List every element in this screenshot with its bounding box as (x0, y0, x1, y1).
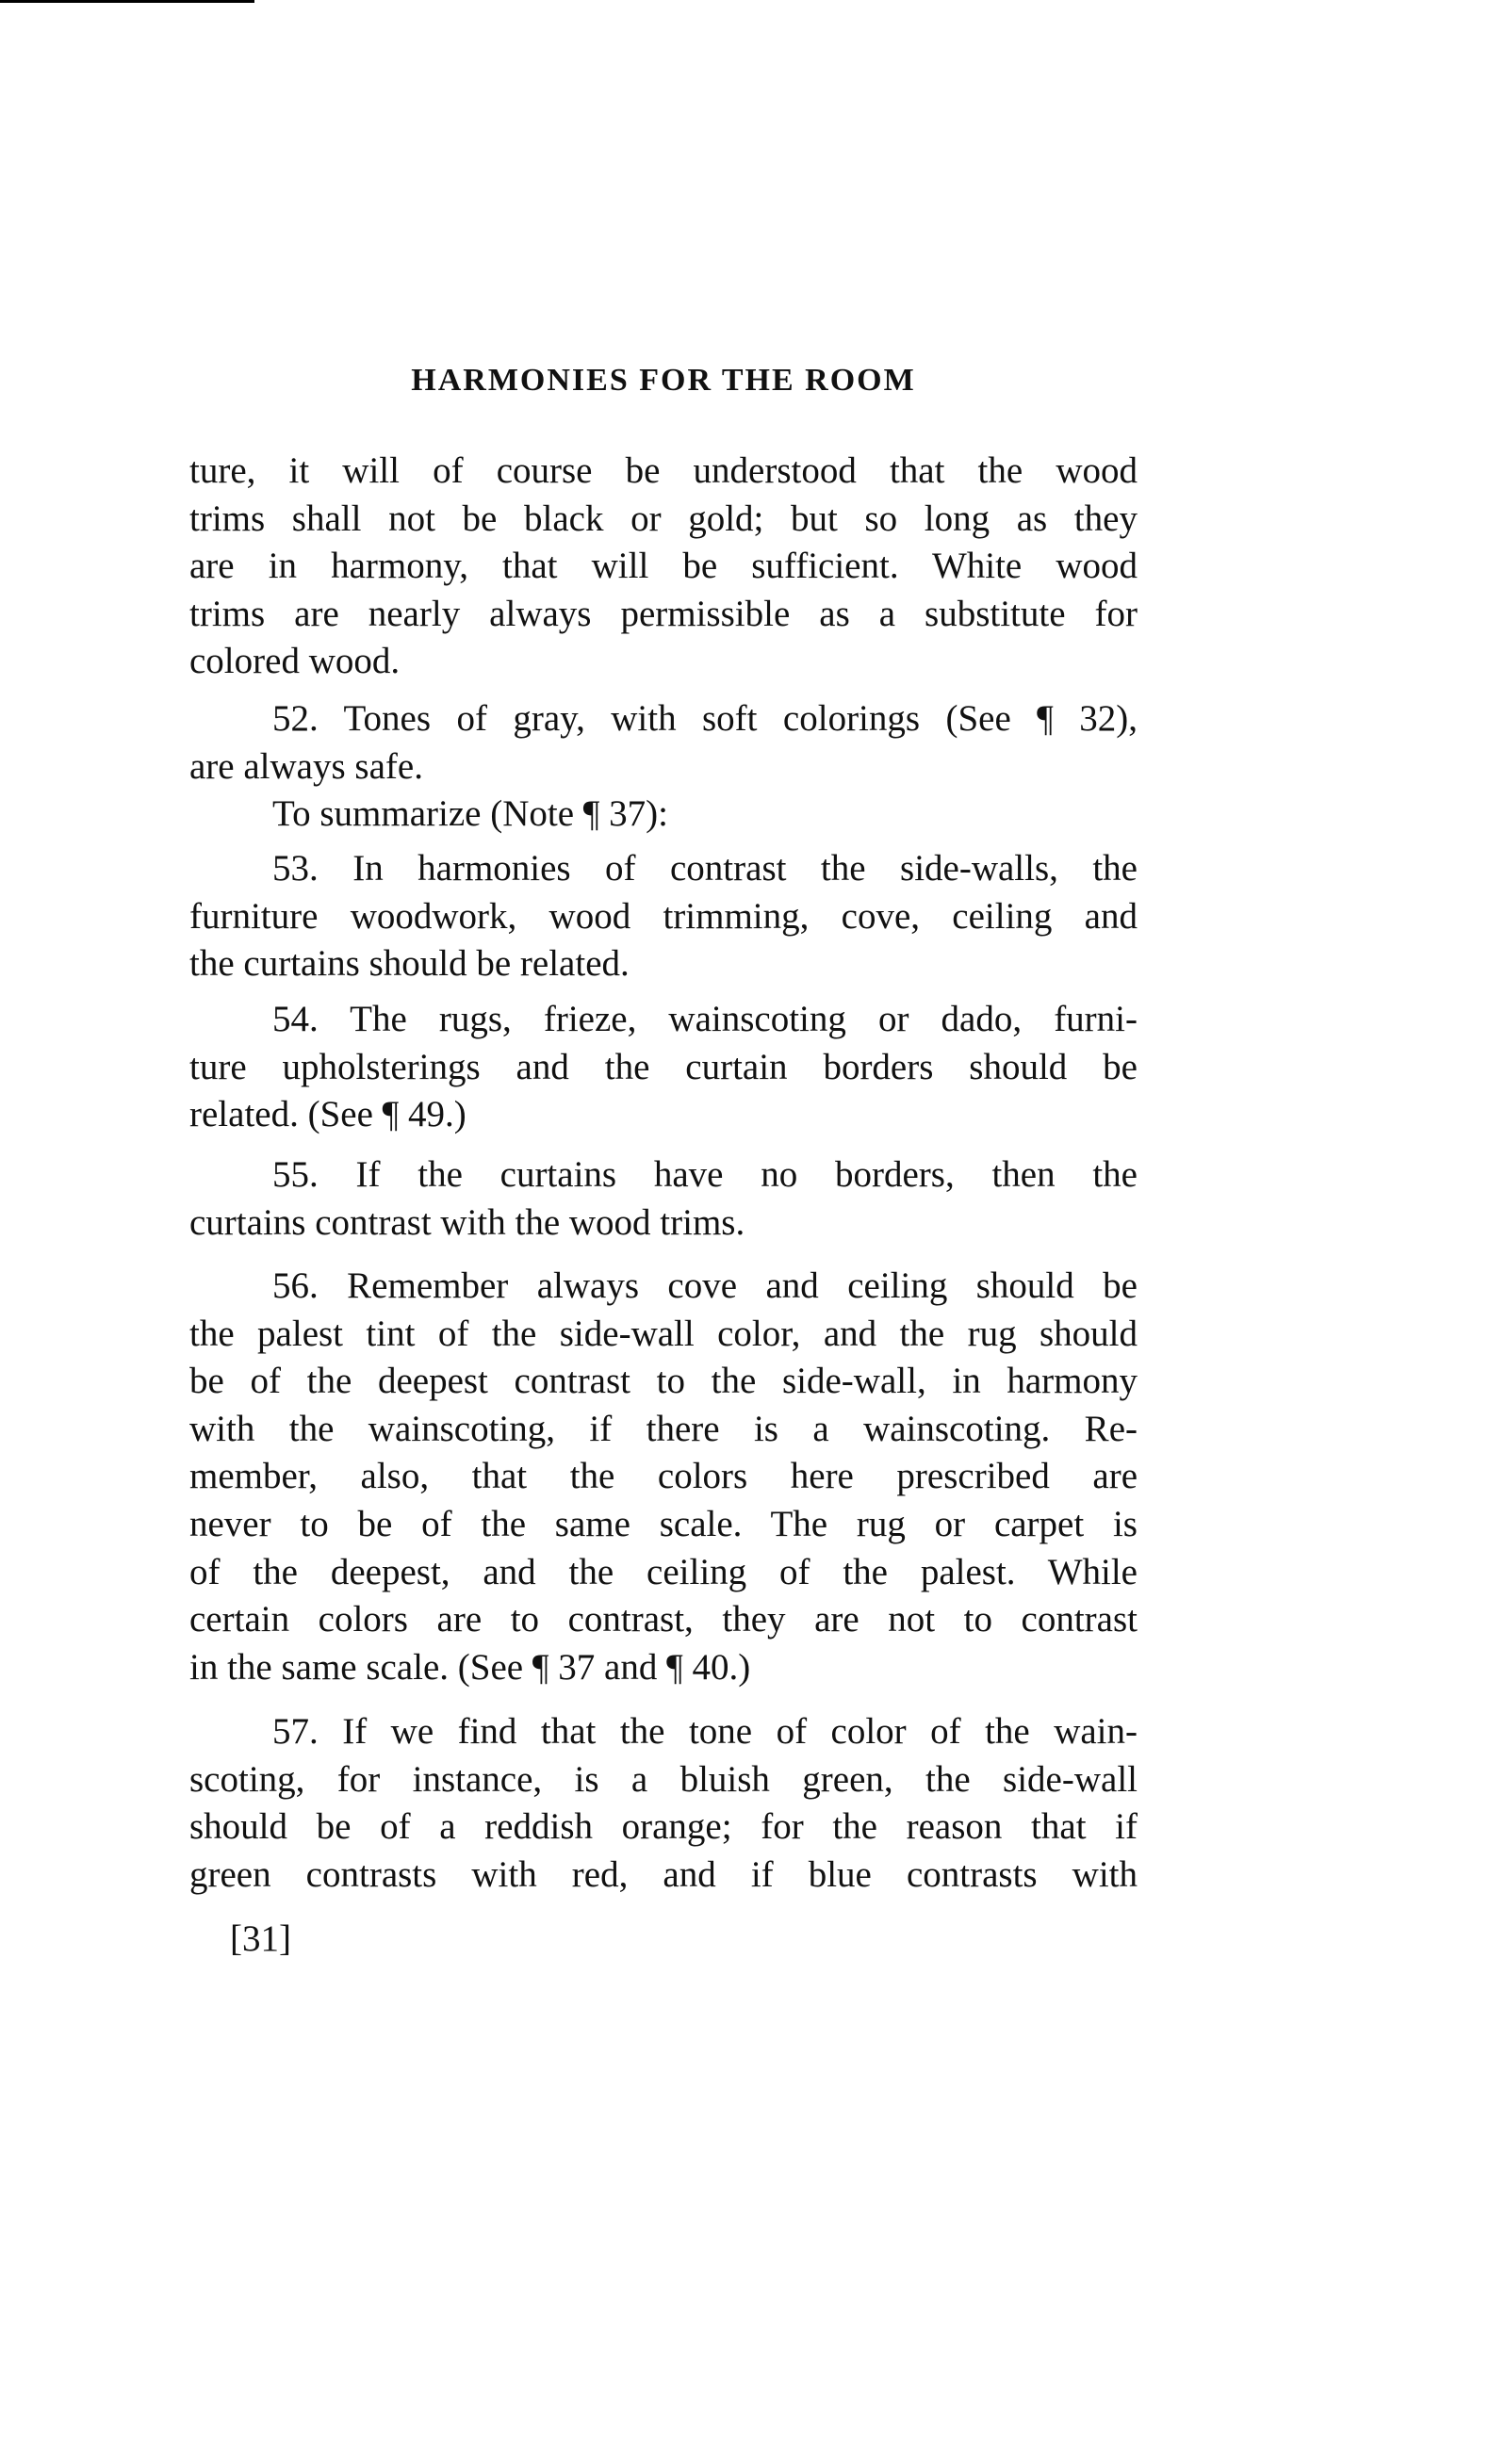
text-line: curtains contrast with the wood trims. (189, 1201, 745, 1243)
text-line: 55. If the curtains have no borders, then the (272, 1154, 1138, 1195)
text-line: never to be of the same scale. The rug or carpet is (189, 1503, 1138, 1544)
paragraph-p-summarize (189, 791, 1138, 839)
paragraph-p-continued (189, 448, 1138, 686)
text-line: To summarize (Note ¶ 37): (272, 793, 668, 834)
text-line: in the same scale. (See ¶ 37 and ¶ 40.) (189, 1646, 751, 1688)
text-line: should be of a reddish orange; for the reason that if (189, 1806, 1138, 1848)
text-line: ture upholsterings and the curtain borders should be (189, 1046, 1138, 1087)
paragraph-p53 (189, 845, 1138, 988)
text-line: with the wainscoting, if there is a wainscoting. Re- (189, 1408, 1138, 1449)
text-line: related. (See ¶ 49.) (189, 1094, 467, 1135)
text-line: green contrasts with red, and if blue contrasts with (189, 1853, 1138, 1895)
text-line: ture, it will of course be understood that the wood (189, 450, 1138, 491)
text-line: certain colors are to contrast, they are not to contrast (189, 1599, 1138, 1640)
running-head: HARMONIES FOR THE ROOM (411, 363, 916, 398)
text-line: 54. The rugs, frieze, wainscoting or dado, furni- (272, 999, 1138, 1039)
paragraph-p55 (189, 1151, 1138, 1247)
text-line: the curtains should be related. (189, 943, 630, 985)
paragraph-p57 (189, 1708, 1138, 1899)
scan-edge-rule (0, 0, 254, 3)
text-line: 53. In harmonies of contrast the side-walls, the (272, 848, 1138, 889)
paragraph-p54 (189, 996, 1138, 1139)
text-line: of the deepest, and the ceiling of the palest. While (189, 1551, 1138, 1592)
paragraph-p52 (189, 695, 1138, 791)
page-number: [31] (230, 1918, 291, 1959)
text-line: 52. Tones of gray, with soft colorings (See ¶ 32), (272, 698, 1138, 739)
text-line: be of the deepest contrast to the side-wall, in harmony (189, 1361, 1138, 1402)
text-line: are in harmony, that will be sufficient. White wood (189, 546, 1138, 587)
text-line: colored wood. (189, 641, 401, 682)
paragraph-p56 (189, 1263, 1138, 1691)
text-line: furniture woodwork, wood trimming, cove, ceiling and (189, 895, 1138, 937)
text-line: are always safe. (189, 745, 423, 787)
text-line: 57. If we find that the tone of color of the wain- (272, 1711, 1138, 1752)
text-line: scoting, for instance, is a bluish green, the side-wall (189, 1758, 1138, 1800)
text-line: 56. Remember always cove and ceiling should be (272, 1265, 1138, 1306)
text-line: trims are nearly always permissible as a substitute for (189, 593, 1138, 634)
text-line: trims shall not be black or gold; but so long as they (189, 498, 1138, 539)
text-line: member, also, that the colors here prescribed are (189, 1456, 1138, 1497)
text-line: the palest tint of the side-wall color, and the rug should (189, 1313, 1138, 1354)
